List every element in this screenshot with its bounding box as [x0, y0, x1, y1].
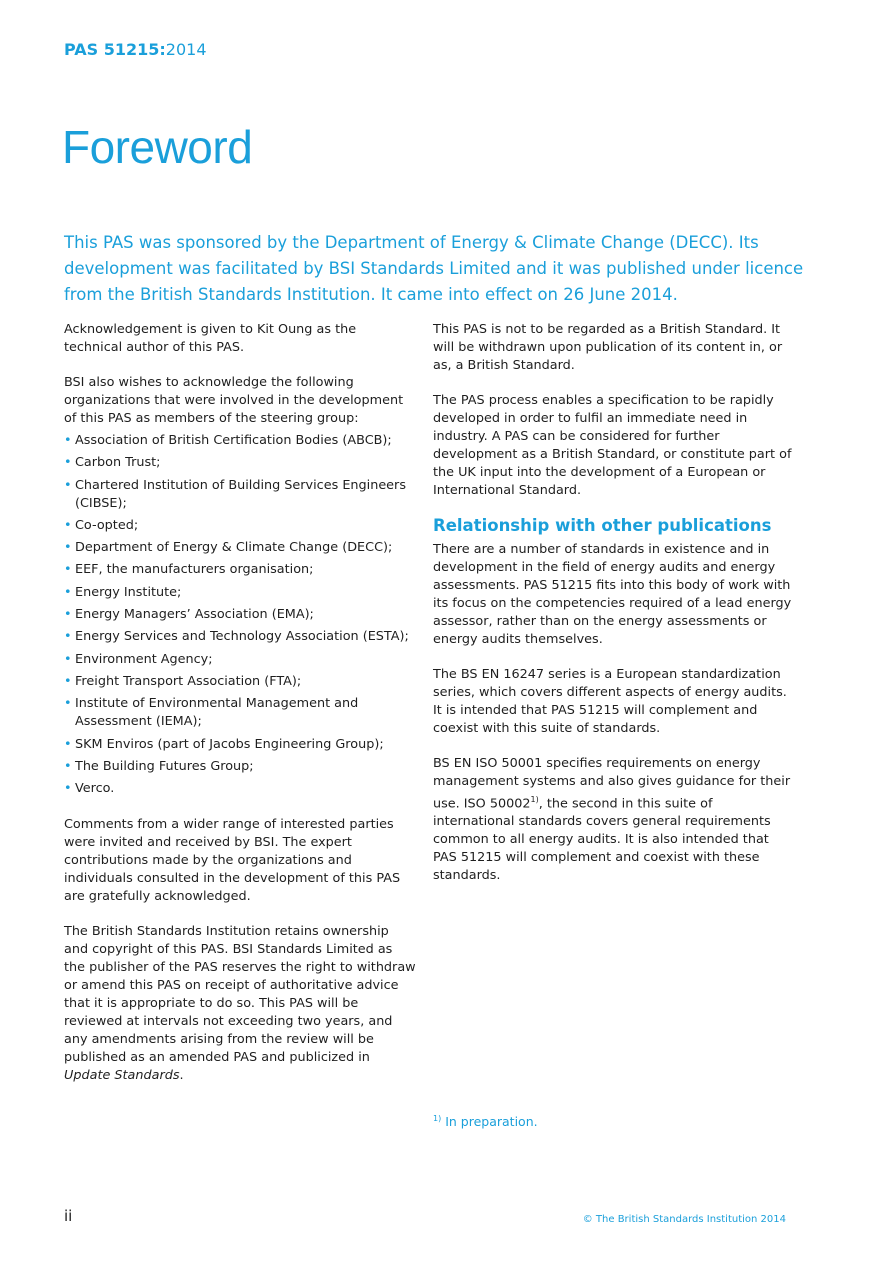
list-item: • Energy Institute; [64, 584, 182, 600]
footnote-reference: 1) [530, 795, 539, 804]
bullet-icon: • [64, 517, 72, 533]
page-number: ii [64, 1207, 73, 1225]
bullet-icon: • [64, 696, 72, 712]
header-year: 2014 [165, 40, 207, 59]
list-item: • Environment Agency; [64, 651, 213, 667]
list-item: • EEF, the manufacturers organisation; [64, 562, 314, 578]
header-code: PAS 51215: [64, 40, 166, 59]
bs-en-16247-paragraph: The BS EN 16247 series is a European standardization series, which covers different aspects of energy audits. It is intended that PAS 51215 will complement and coexist with this suite of standards. [433, 667, 787, 736]
bullet-icon: • [64, 477, 72, 493]
list-item: • SKM Enviros (part of Jacobs Engineering Group); [64, 736, 384, 752]
running-header [64, 40, 207, 59]
bullet-icon: • [64, 607, 72, 623]
comments-paragraph: Comments from a wider range of interested parties were invited and received by BSI. The expert contributions made by the organizations and individuals consulted in the development of this PAS are gratefully acknowledged. [64, 817, 401, 905]
list-item: • Energy Managers’ Association (EMA); [64, 607, 314, 623]
bullet-icon: • [64, 562, 72, 578]
footnote [433, 1114, 538, 1129]
footnote-text: In preparation. [445, 1114, 538, 1130]
bullet-icon: • [64, 673, 72, 689]
list-item: • Institute of Environmental Management and Assessment (IEMA); [64, 696, 359, 730]
bullet-icon: • [64, 584, 72, 600]
steering-group-list [64, 432, 416, 798]
bullet-icon: • [64, 455, 72, 471]
acknowledgement-paragraph: Acknowledgement is given to Kit Oung as the technical author of this PAS. [64, 322, 357, 355]
list-item: • Chartered Institution of Building Services Engineers (CIBSE); [64, 477, 406, 511]
bullet-icon: • [64, 433, 72, 448]
standards-existence-paragraph: There are a number of standards in existence and in development in the field of energy audits and energy assessments. PAS 51215 fits into this body of work with its focus on the competencies required of a lead energy assessor, rather than on the energy assessments or energy audits themselves. [433, 542, 792, 647]
page-title: Foreword [62, 121, 253, 173]
iso-50001-paragraph: BS EN ISO 50001 specifies requirements on energy management systems and also gives guidance for their use. ISO 50002$^{1)}$, the second in this suite of international standards covers general requirements common to all energy audits. It is also intended that PAS 51215 will complement and coexist with these standards. [433, 756, 791, 884]
list-item: • Department of Energy & Climate Change (DECC); [64, 540, 393, 556]
list-item: • Freight Transport Association (FTA); [64, 673, 302, 689]
right-column [433, 321, 793, 902]
list-item: • Verco. [64, 781, 115, 797]
steering-group-intro: BSI also wishes to acknowledge the following organizations that were involved in the development of this PAS as members of the steering group: [64, 375, 404, 426]
bullet-icon: • [64, 736, 72, 752]
ownership-paragraph: The British Standards Institution retains ownership and copyright of this PAS. BSI Standards Limited as the publisher of the PAS reserves the right to withdraw or amend this PAS on receipt of authoritative advice that it is appropriate to do so. This PAS will be reviewed at intervals not exceeding two years, and any amendments arising from the review will be published as an amended PAS and publicized in Update Standards. [64, 924, 416, 1084]
copyright-notice: © The British Standards Institution 2014 [582, 1214, 786, 1225]
list-item: • Energy Services and Technology Association (ESTA); [64, 629, 409, 645]
bullet-icon: • [64, 540, 72, 556]
bullet-icon: • [64, 781, 72, 797]
bullet-icon: • [64, 629, 72, 645]
pas-process-paragraph: The PAS process enables a specification to be rapidly developed in order to fulfil an immediate need in industry. A PAS can be considered for further development as a British Standard, or constitute part of the UK input into the development of a European or International Standard. [433, 393, 792, 498]
not-british-standard-paragraph: This PAS is not to be regarded as a British Standard. It will be withdrawn upon publication of its content in, or as, a British Standard. [433, 322, 783, 373]
footnote-mark: 1) [433, 1114, 442, 1123]
list-item: • Association of British Certification Bodies (ABCB); [64, 433, 392, 448]
bullet-icon: • [64, 651, 72, 667]
left-column [64, 321, 416, 1102]
list-item: • The Building Futures Group; [64, 758, 254, 774]
list-item: • Carbon Trust; [64, 455, 161, 471]
bullet-icon: • [64, 758, 72, 774]
list-item: • Co-opted; [64, 517, 139, 533]
section-heading: Relationship with other publications [433, 516, 772, 535]
update-standards-title: Update Standards [64, 1068, 180, 1084]
intro-paragraph: This PAS was sponsored by the Department of Energy & Climate Change (DECC). Its development was facilitated by BSI Standards Limited and it was published under licence from the British Standards Institution. It came into effect on 26 June 2014. [64, 233, 804, 304]
